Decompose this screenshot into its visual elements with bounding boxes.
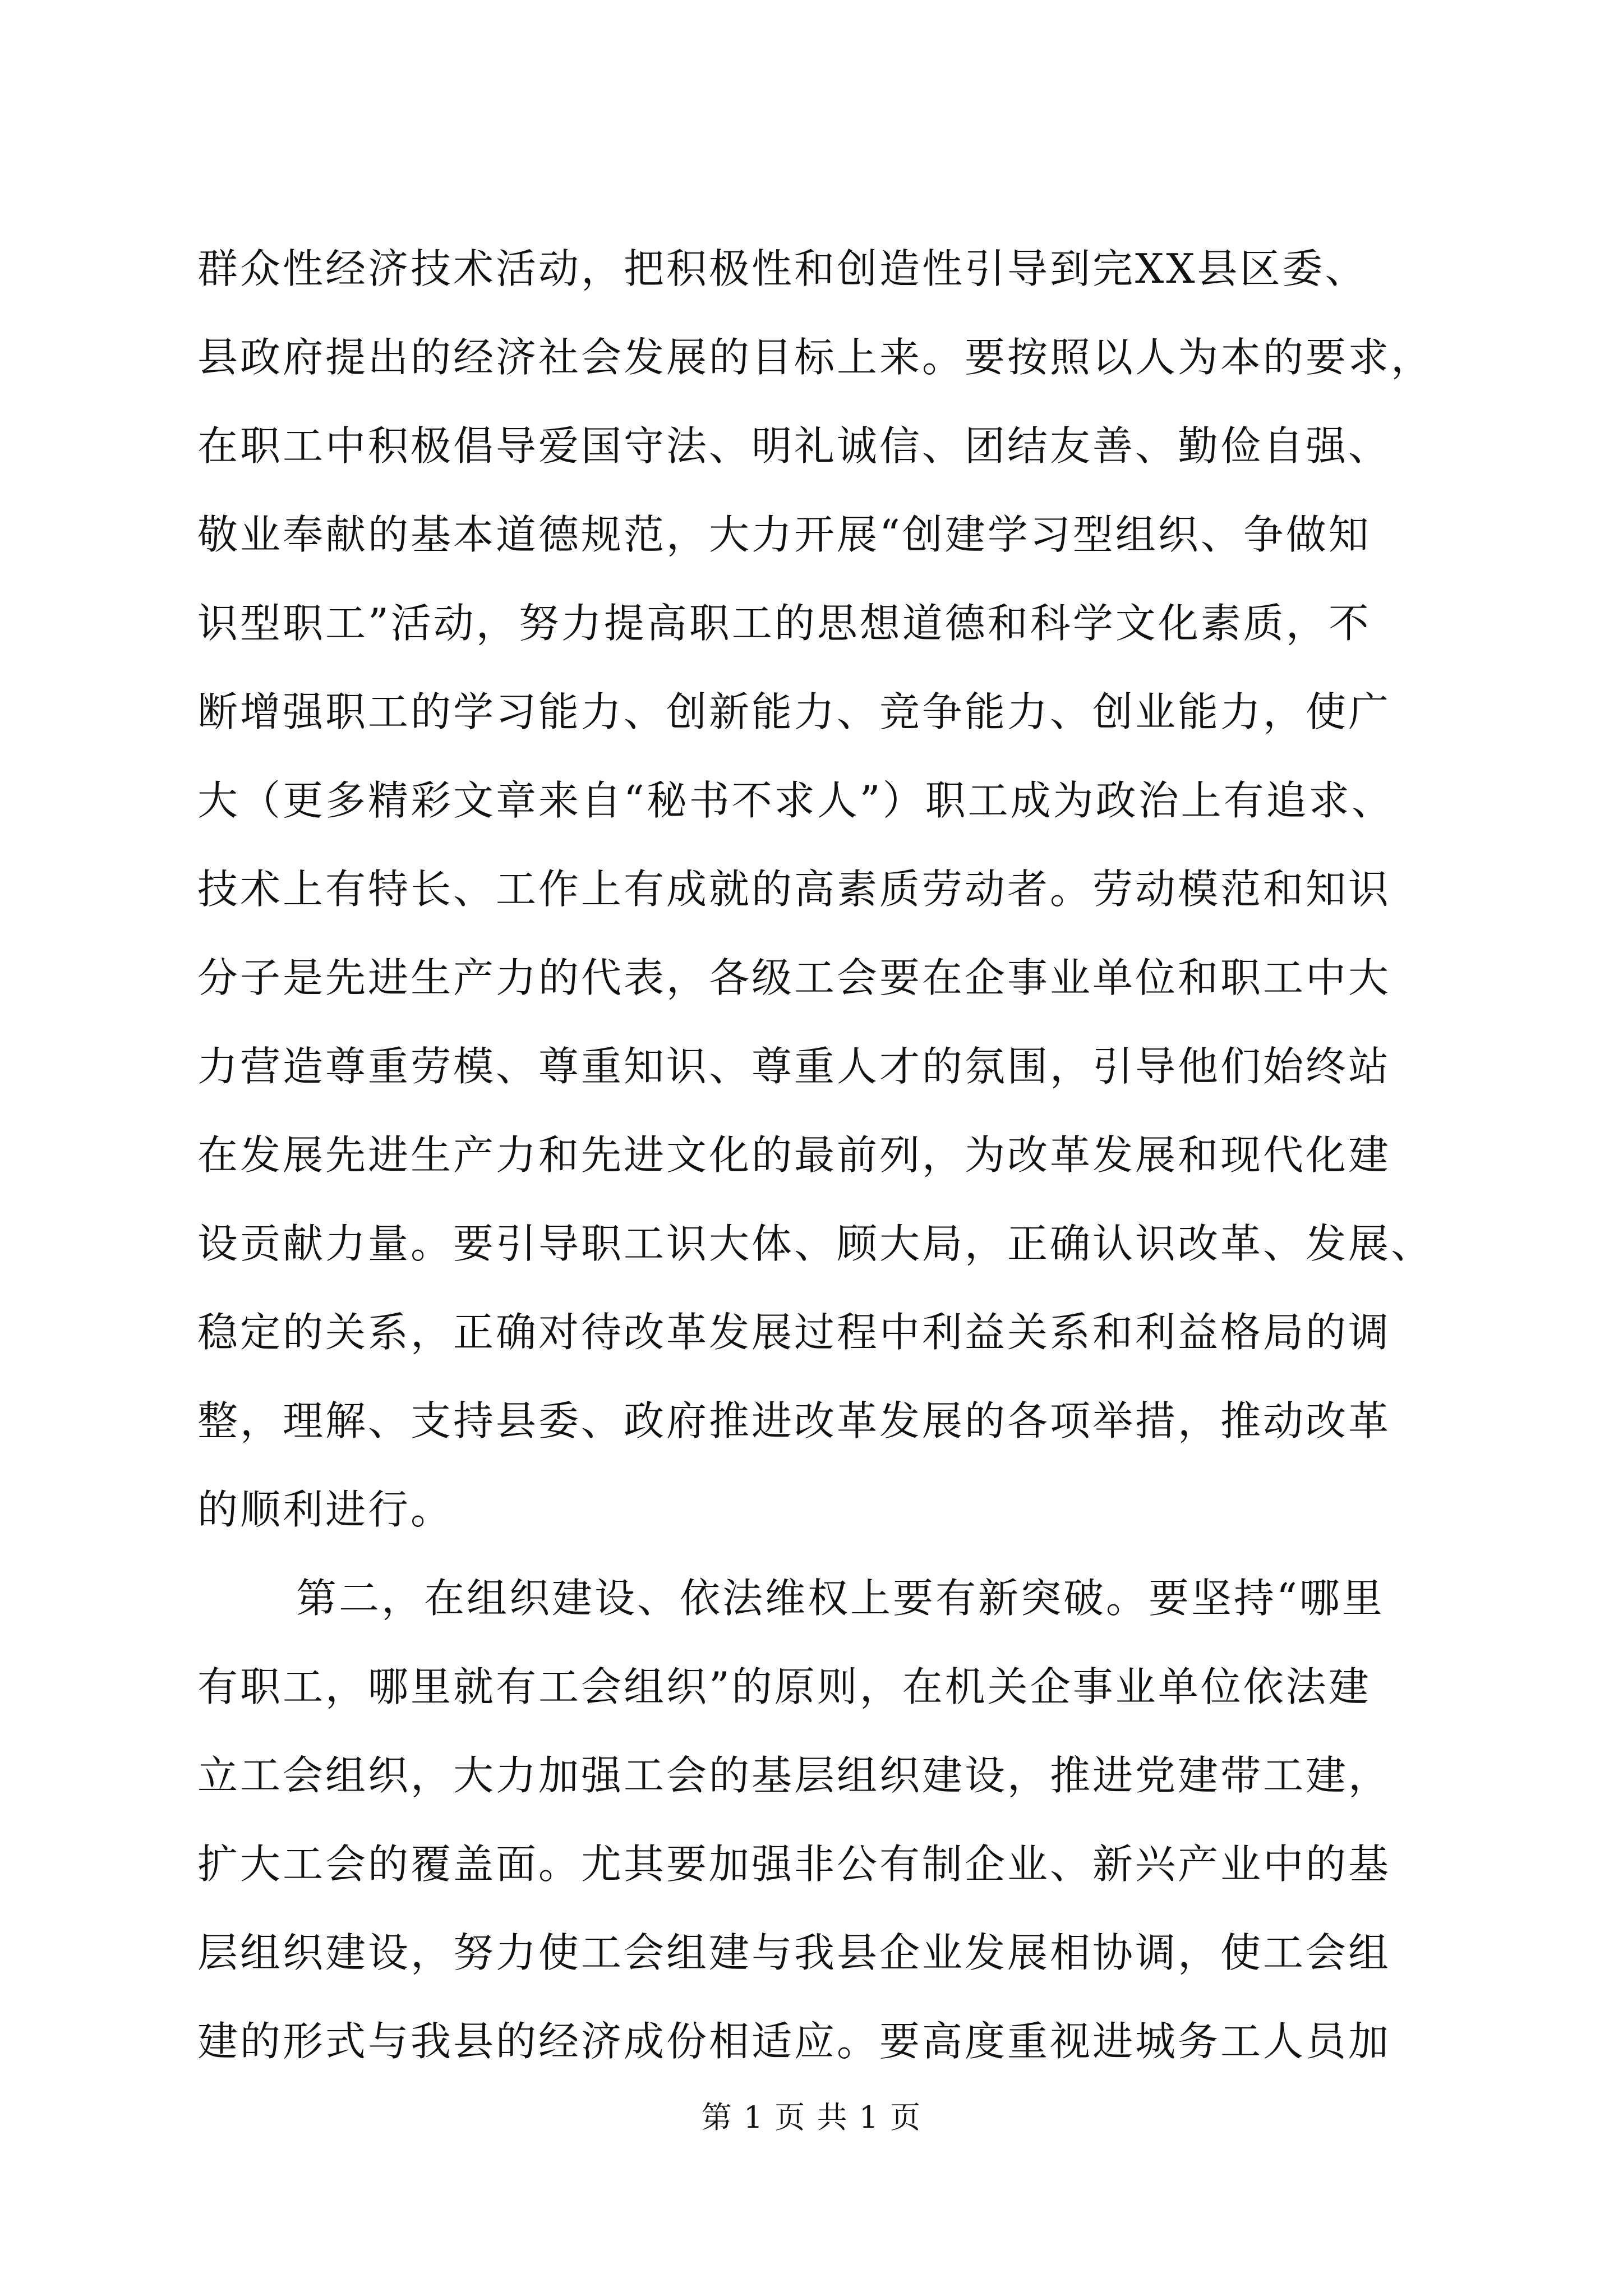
body-text [197,224,1454,2086]
text-line: 建的形式与我县的经济成份相适应。要高度重视进城务工人员加 [197,2018,1391,2065]
text-line: 扩大工会的覆盖面。尤其要加强非公有制企业、新兴产业中的基 [197,1841,1391,1888]
text-line: 设贡献力量。要引导职工识大体、顾大局，正确认识改革、发展、 [197,1220,1434,1267]
text-line: 稳定的关系，正确对待改革发展过程中利益关系和利益格局的调 [197,1309,1391,1356]
text-line: 层组织建设，努力使工会组建与我县企业发展相协调，使工会组 [197,1929,1391,1976]
text-line: 力营造尊重劳模、尊重知识、尊重人才的氛围，引导他们始终站 [197,1043,1391,1090]
text-line: 的顺利进行。 [197,1486,454,1533]
text-line: 整，理解、支持县委、政府推进改革发展的各项举措，推动改革 [197,1397,1391,1444]
text-line: 断增强职工的学习能力、创新能力、竞争能力、创业能力，使广 [197,688,1391,735]
text-line: 在发展先进生产力和先进文化的最前列，为改革发展和现代化建 [197,1131,1391,1179]
text-line: 大（更多精彩文章来自“秘书不求人”）职工成为政治上有追求、 [197,777,1394,824]
paragraph-start-line: 第二，在组织建设、依法维权上要有新突破。要坚持“哪里 [296,1575,1385,1622]
text-line: 分子是先进生产力的代表，各级工会要在企事业单位和职工中大 [197,954,1391,1001]
text-line: 敬业奉献的基本道德规范，大力开展“创建学习型组织、争做知 [197,511,1371,558]
text-line: 有职工，哪里就有工会组织”的原则，在机关企事业单位依法建 [197,1663,1371,1710]
text-line: 群众性经济技术活动，把积极性和创造性引导到完XX县区委、 [197,245,1368,292]
text-line: 在职工中积极倡导爱国守法、明礼诚信、团结友善、勤俭自强、 [197,422,1391,470]
text-line: 识型职工”活动，努力提高职工的思想道德和科学文化素质，不 [197,600,1371,647]
text-line: 立工会组织，大力加强工会的基层组织建设，推进党建带工建， [197,1752,1391,1799]
page-footer: 第 1 页 共 1 页 [701,2100,922,2135]
text-line: 技术上有特长、工作上有成就的高素质劳动者。劳动模范和知识 [197,866,1391,913]
text-line: 县政府提出的经济社会发展的目标上来。要按照以人为本的要求， [197,334,1434,381]
